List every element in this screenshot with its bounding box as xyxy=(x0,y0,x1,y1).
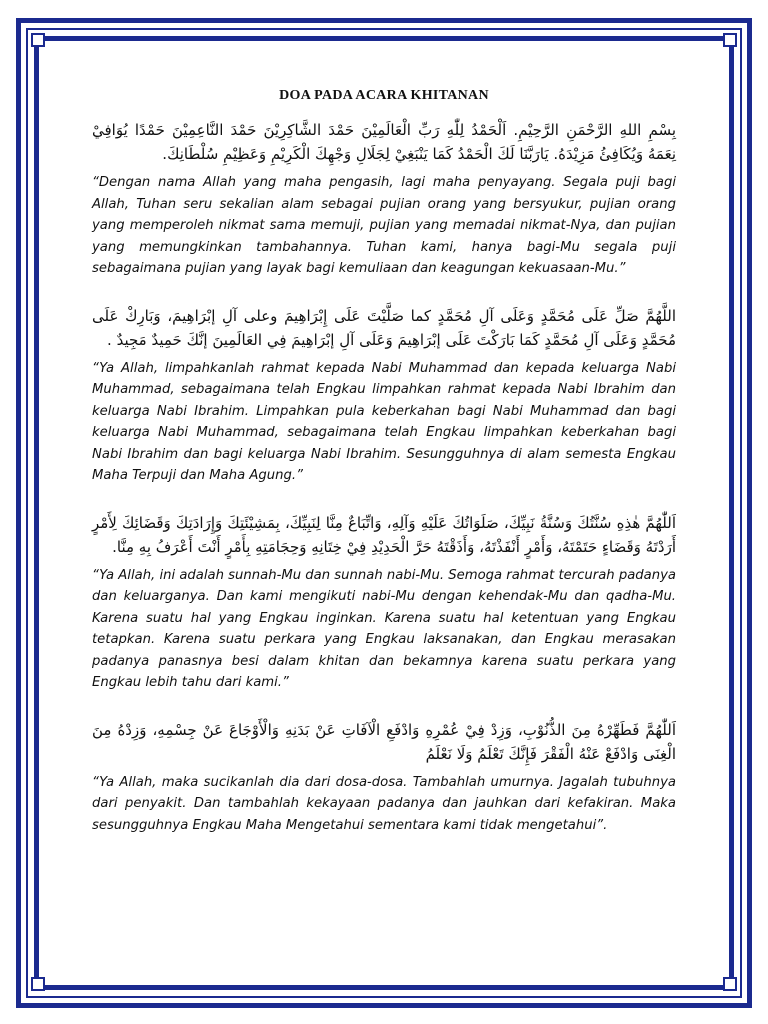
document-body xyxy=(92,88,676,860)
arabic-text: بِسْمِ اللهِ الرَّحْمَنِ الرَّحِيْمِ. اَلْحَمْدُ لِلّٰهِ رَبِّ الْعَالَمِيْنَ حَمْدَ الشَّاكِرِيْنَ حَمْدَ النَّاعِمِيْنَ حَمْدًا يُوَافِيْ نِعَمَهُ وَيُكَافِئُ مَزِيْدَهُ. يَارَبَّنَا لَكَ الْحَمْدُ كَمَا يَنْبَغِيْ لِجَلَالِ وَجْهِكَ الْكَرِيْمِ وَعَظِيْمِ سُلْطَانِكَ. xyxy=(92,121,676,163)
translation-text: “Ya Allah, maka sucikanlah dia dari dosa-dosa. Tambahlah umurnya. Jagalah tubuhnya dari penyakit. Dan tambahlah kekayaan padanya dan jauhkan dari kefakiran. Maka sesungguhnya Engkau Maha Mengetahui sementara kami tidak mengetahui”. xyxy=(92,774,676,833)
translation-text: “Ya Allah, limpahkanlah rahmat kepada Nabi Muhammad dan kepada keluarga Nabi Muhammad, sebagaimana telah Engkau limpahkan rahmat kepada Nabi Ibrahim dan keluarga Nabi Ibrahim. Limpahkan pula keberkahan bagi Nabi Muhammad dan bagi keluarga Nabi Muhammad, sebagaimana telah Engkau limpahkan keberkahan bagi Nabi Ibrahim dan bagi keluarga Nabi Ibrahim. Sesungguhnya di alam semesta Engkau Maha Terpuji dan Maha Agung.” xyxy=(92,360,676,483)
border-corner-ornament xyxy=(723,33,737,47)
border-corner-ornament xyxy=(31,977,45,991)
translation-text: “Dengan nama Allah yang maha pengasih, lagi maha penyayang. Segala puji bagi Allah, Tuhan seru sekalian alam sebagai pujian orang yang bersyukur, pujian orang yang memperoleh nikmat sama memuji, pujian yang memadai nikmat-Nya, dan pujian yang memungkinkan tambahannya. Tuhan kami, hanya bagi-Mu segala puji sebagaimana pujian yang layak bagi kemuliaan dan keagungan kekuasaan-Mu.” xyxy=(92,175,676,276)
document-title: DOA PADA ACARA KHITANAN xyxy=(279,88,489,103)
border-corner-ornament xyxy=(723,977,737,991)
prayer-section-salawat xyxy=(92,304,676,487)
prayer-section-sunnah xyxy=(92,511,676,694)
translation-text: “Ya Allah, ini adalah sunnah-Mu dan sunnah nabi-Mu. Semoga rahmat tercurah padanya dan keluarganya. Dan kami mengikuti nabi-Mu dengan kehendak-Mu dan qadha-Mu. Karena suatu hal yang Engkau inginkan. Karena suatu hal ketentuan yang Engkau tetapkan. Karena suatu perkara yang Engkau laksanakan, dan Engkau merasakan padanya panasnya besi dalam khitan dan bekamnya karena suatu perkara yang Engkau lebih tahu dari kami.” xyxy=(92,567,676,690)
prayer-section-purification xyxy=(92,718,676,837)
arabic-text: اَللّٰهُمَّ هٰذِهِ سُنَّتُكَ وَسُنَّةُ نَبِيِّكَ، صَلَوَاتُكَ عَلَيْهِ وَآلِهِ، وَاتِّبَاعٌ مِنَّا لِنَبِيِّكَ، بِمَشِيْئَتِكَ وَإِرَادَتِكَ وَقَضَائِكَ لِأَمْرٍ أَرَدْتَهُ وَقَضَاءٍ حَتَمْتَهُ، وَأَمْرٍ أَنْفَذْتَهُ، وَأَذَقْتَهُ حَرَّ الْحَدِيْدِ فِيْ خِتَانِهِ وَحِجَامَتِهِ بِأَمْرٍ أَنْتَ أَعْرَفُ بِهِ مِنَّا. xyxy=(92,513,676,556)
arabic-text: اللَّهُمَّ صَلِّ عَلَى مُحَمَّدٍ وَعَلَى آلِ مُحَمَّدٍ كما صَلَّيْتَ عَلَى إِبْرَاهِيمَ وعلى آلِ إبْرَاهِيمَ، وَبَارِكْ عَلَى مُحَمَّدٍ وَعَلَى آلِ مُحَمَّدٍ كَمَا بَارَكْتَ عَلَى إبْرَاهِيمَ وَعَلَى آلِ إبْرَاهِيمَ فِي العَالَمِينَ إنَّكَ حَمِيدٌ مَجِيدٌ . xyxy=(92,306,676,349)
border-corner-ornament xyxy=(31,33,45,47)
prayer-section-opening xyxy=(92,118,676,280)
arabic-text: اَللّٰهُمَّ فَطَهِّرْهُ مِنَ الذُّنُوْبِ، وَزِدْ فِيْ عُمْرِهِ وَادْفَعِ الْآفَاتِ عَنْ بَدَنِهِ وَالْأَوْجَاعَ عَنْ جِسْمِهِ، وَزِدْهُ مِنَ الْغِنَى وَادْفَعْ عَنْهُ الْفَقْرَ فَإِنَّكَ تَعْلَمُ وَلَا نَعْلَمُ xyxy=(92,720,676,763)
